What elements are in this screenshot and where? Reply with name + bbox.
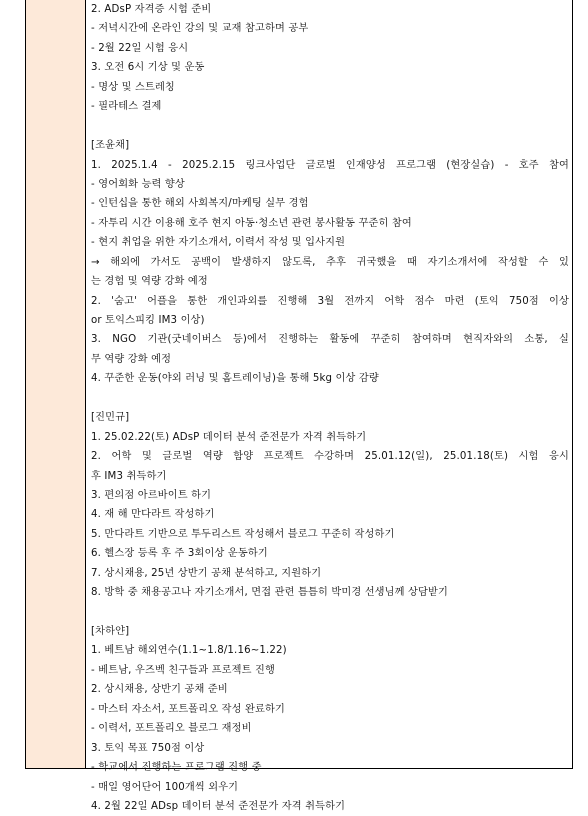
plan-line: - 마스터 자소서, 포트폴리오 작성 완료하기	[91, 703, 286, 715]
plan-line: 5. 만다라트 기반으로 투두리스트 작성해서 블로그 꾸준히 작성하기	[91, 528, 395, 540]
plan-line: 4. 2월 22일 ADsp 데이터 분석 준전문가 자격 취득하기	[91, 800, 346, 812]
plan-line: 3. 오전 6시 기상 및 운동	[91, 62, 205, 74]
plan-line: 3. NGO 기관(굿네이버스 등)에서 진행하는 활동에 꾸준히 참여하며 현직자와의 소통, 실	[91, 334, 569, 346]
person-header: [진민규]	[91, 412, 130, 424]
plan-line: 4. 재 해 만다라트 작성하기	[91, 509, 215, 521]
plan-line: - 자투리 시간 이용해 호주 현지 아동·청소년 관련 봉사활동 꾸준히 참여	[91, 217, 412, 229]
plan-line: 6. 헬스장 등록 후 주 3회이상 운동하기	[91, 548, 268, 560]
plan-line: 8. 방학 중 채용공고나 자기소개서, 면접 관련 틈틈히 박미경 선생님께 상담받기	[91, 587, 449, 599]
plan-line: - 학교에서 진행하는 프로그램 진행 중	[91, 762, 262, 774]
plan-line: - 현지 취업을 위한 자기소개서, 이력서 작성 및 입사지원	[91, 237, 346, 249]
plan-line: 3. 편의점 아르바이트 하기	[91, 489, 212, 501]
plan-line: - 매일 영어단어 100개씩 외우기	[91, 781, 239, 793]
plan-line: → 해외에 가서도 공백이 발생하지 않도록, 추후 귀국했을 때 자기소개서에 작성할 수 있	[91, 256, 569, 268]
plan-line: 무 역량 강화 예정	[91, 353, 172, 365]
plan-line: - 2월 22일 시험 응시	[91, 42, 189, 54]
plan-line: - 명상 및 스트레칭	[91, 81, 175, 93]
plan-line: 1. 2025.1.4 - 2025.2.15 링크사업단 글로벌 인재양성 프로그램 (현장실습) - 호주 참여	[91, 159, 569, 171]
plan-line: - 저녁시간에 온라인 강의 및 교재 참고하며 공부	[91, 23, 309, 35]
plan-line: - 영어회화 능력 향상	[91, 178, 185, 190]
plan-line: - 이력서, 포트폴리오 블로그 재정비	[91, 723, 252, 735]
plan-line: 1. 베트남 해외연수(1.1~1.8/1.16~1.22)	[91, 645, 287, 657]
plan-line: - 베트남, 우즈벡 친구들과 프로젝트 진행	[91, 664, 276, 676]
section-spacer	[91, 117, 569, 136]
plan-line: 후 IM3 취득하기	[91, 470, 167, 482]
label-column-cell	[26, 0, 86, 768]
plan-line: 는 경험 및 역량 강화 예정	[91, 276, 208, 288]
plan-line: - 인턴십을 통한 해외 사회복지/마케팅 실무 경험	[91, 198, 309, 210]
plan-line: 1. 25.02.22(토) ADsP 데이터 분석 준전문가 자격 취득하기	[91, 431, 367, 443]
plan-table	[25, 0, 573, 812]
plan-line: 4. 꾸준한 운동(야외 러닝 및 홈트레이닝)을 통해 5kg 이상 감량	[91, 373, 379, 385]
plan-line: or 토익스피킹 IM3 이상)	[91, 315, 205, 326]
plan-line: 2. '숨고' 어플을 통한 개인과외를 진행해 3월 전까지 어학 점수 마련 (토익 750점 이상	[91, 295, 569, 307]
plan-line: 3. 토익 목표 750점 이상	[91, 742, 205, 754]
plan-line: - 필라테스 결제	[91, 101, 162, 113]
plan-line: 2. ADsP 자격증 시험 준비	[91, 4, 212, 15]
plan-line: 2. 상시채용, 상반기 공채 준비	[91, 684, 228, 696]
person-header: [조윤채]	[91, 140, 130, 152]
person-header: [차하얀]	[91, 626, 130, 637]
plan-line: 2. 어학 및 글로벌 역량 함양 프로젝트 수강하며 25.01.12(일), 25.01.18(토) 시험 응시	[91, 451, 569, 463]
content-cell	[86, 0, 572, 812]
section-spacer	[91, 389, 569, 408]
section-spacer	[91, 603, 569, 622]
plan-line: 7. 상시채용, 25년 상반기 공채 분석하고, 지원하기	[91, 567, 322, 579]
